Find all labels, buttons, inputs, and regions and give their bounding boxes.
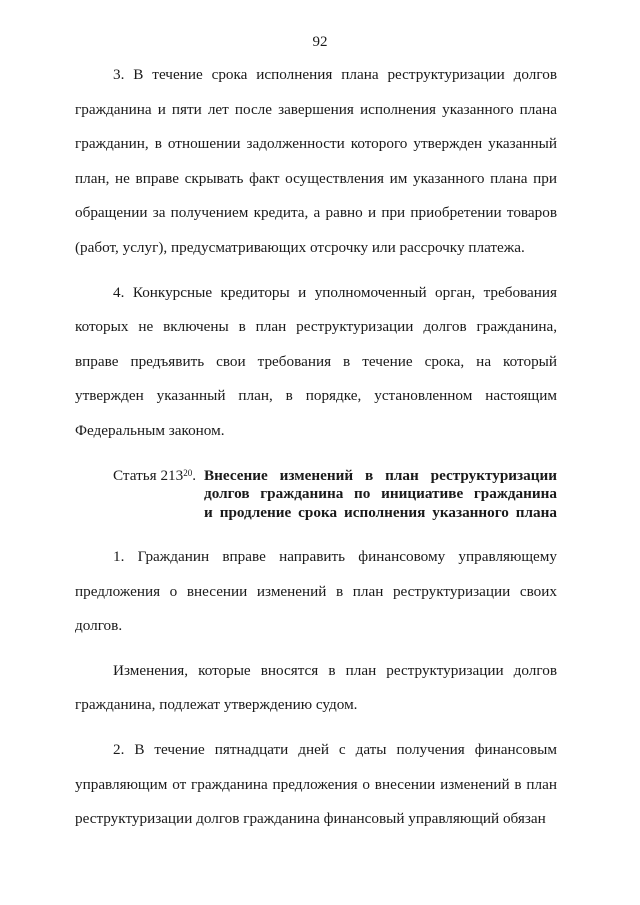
article-title-line: Внесение изменений в план реструктуризации: [204, 466, 557, 484]
paragraph-changes: Изменения, которые вносятся в план реструктуризации долгов гражданина, подлежат утверждению судом.: [75, 661, 557, 714]
paragraph-4: 4. Конкурсные кредиторы и уполномоченный орган, требования которых не включены в план реструктуризации долгов гражданина, вправе предъявить свои требования в течение срока, на который утвержден указанный план, в порядке, установленном настоящим Федеральным законом.: [75, 283, 557, 439]
article-title-line: и продление срока исполнения указанного плана: [204, 503, 557, 521]
paragraph-2: 2. В течение пятнадцати дней с даты получения финансовым управляющим от гражданина предложения о внесении изменений в план реструктуризации долгов гражданина финансовый управляющий обязан: [75, 741, 557, 828]
document-body: [75, 58, 557, 837]
article-label: [75, 467, 196, 523]
page-number: 92: [312, 34, 328, 50]
paragraph-3: 3. В течение срока исполнения плана реструктуризации долгов гражданина и пяти лет после завершения исполнения указанного плана гражданин, в отношении задолженности которого утвержден указанный план, не вправе скрывать факт осуществления им указанного плана при обращении за получением кредита, а равно и при приобретении товаров (работ, услуг), предусматривающих отсрочку или рассрочку платежа.: [75, 66, 557, 256]
article-label-suffix: .: [192, 466, 197, 484]
article-title-line: долгов гражданина по инициативе гражданина: [204, 485, 557, 503]
article-heading: [75, 467, 557, 523]
article-label-superscript: 20: [183, 467, 193, 478]
paragraph-1: 1. Гражданин вправе направить финансовому управляющему предложения о внесении изменений в план реструктуризации своих долгов.: [75, 548, 557, 635]
article-title: [196, 467, 557, 523]
article-label-prefix: Статья 213: [113, 466, 184, 484]
